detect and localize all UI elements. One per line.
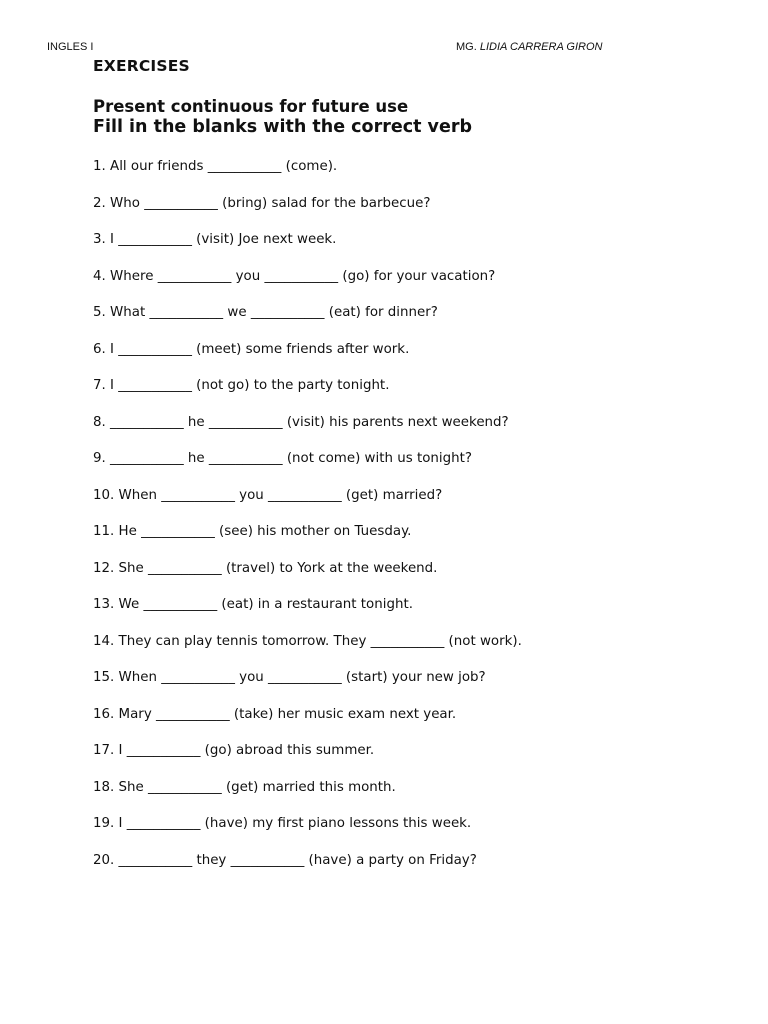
exercise-list (93, 157, 522, 887)
exercise-item: 10. When ___________ you ___________ (get) married? (93, 487, 443, 503)
exercise-item: 11. He ___________ (see) his mother on Tuesday. (93, 524, 412, 539)
exercise-item: 15. When ___________ you ___________ (start) your new job? (93, 670, 486, 685)
exercise-item: 18. She ___________ (get) married this month. (93, 779, 396, 795)
exercise-item: 8. ___________ he ___________ (visit) his parents next weekend? (93, 414, 509, 430)
exercise-item: 6. I ___________ (meet) some friends after work. (93, 341, 410, 357)
exercise-item: 20. ___________ they ___________ (have) a party on Friday? (93, 852, 477, 868)
exercise-item: 14. They can play tennis tomorrow. They ___________ (not work). (93, 633, 522, 649)
exercise-instructions: Fill in the blanks with the correct verb (93, 117, 472, 137)
exercise-topic: Present continuous for future use (93, 97, 409, 116)
exercise-item: 3. I ___________ (visit) Joe next week. (93, 232, 337, 247)
exercise-item: 1. All our friends ___________ (come). (93, 159, 338, 174)
exercise-item: 5. What ___________ we ___________ (eat) for dinner? (93, 305, 438, 320)
exercise-item: 4. Where ___________ you ___________ (go) for your vacation? (93, 268, 496, 284)
exercise-item: 13. We ___________ (eat) in a restaurant tonight. (93, 597, 413, 612)
header-teacher-prefix: MG. (456, 41, 480, 53)
exercise-item: 19. I ___________ (have) my first piano lessons this week. (93, 816, 472, 831)
exercise-item: 17. I ___________ (go) abroad this summer. (93, 743, 375, 758)
page-title: EXERCISES (93, 57, 190, 75)
header-teacher-name: LIDIA CARRERA GIRON (479, 41, 603, 53)
header-course: INGLES I (47, 41, 94, 53)
exercise-item: 7. I ___________ (not go) to the party tonight. (93, 378, 390, 393)
exercise-item: 9. ___________ he ___________ (not come) with us tonight? (93, 451, 472, 466)
exercise-item: 12. She ___________ (travel) to York at the weekend. (93, 560, 438, 576)
exercise-item: 16. Mary ___________ (take) her music exam next year. (93, 706, 457, 722)
exercise-item: 2. Who ___________ (bring) salad for the barbecue? (93, 195, 431, 211)
header-teacher (456, 41, 603, 53)
